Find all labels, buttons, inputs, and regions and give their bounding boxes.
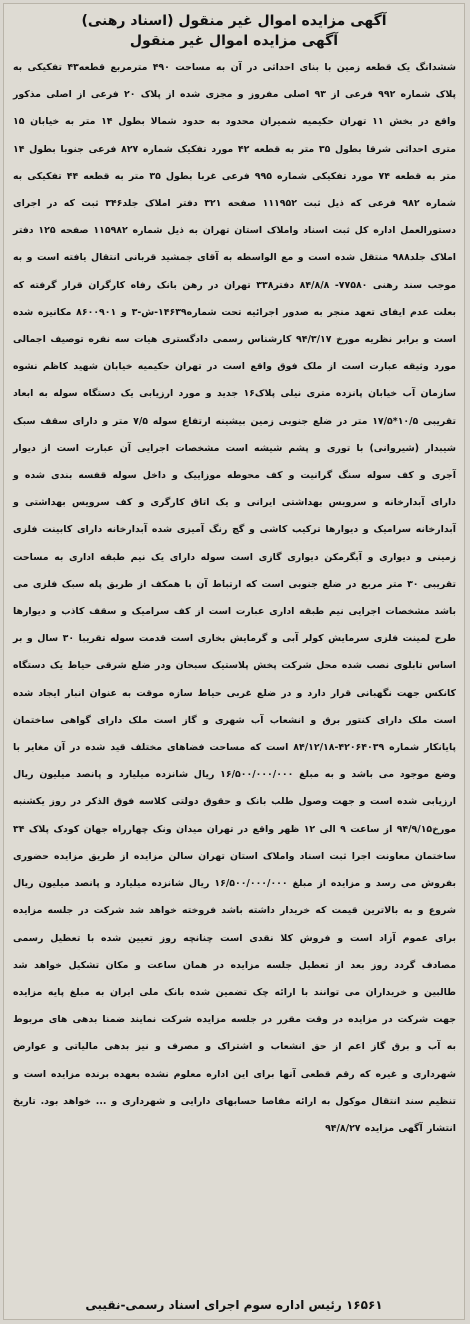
notice-subtitle: آگهی مزایده اموال غیر منقول — [129, 33, 339, 49]
notice-body: ششدانگ یک قطعه زمین با بنای احداثی در آن به مساحت ۴۹۰ مترمربع قطعه۴۳ تفکیکی به پلاک شماره ۹۹۲ فرعی از ۹۳ اصلی مفروز و مجزی شده از پلاک ۲۰ فرعی از اصلی مذکور واقع در بخش ۱۱ تهران حکیمیه شمیران محدود به حدود شمالا بطول ۱۴ متر به خیابان ۱۵ متری احداثی شرقا بطول ۳۵ متر به قطعه ۴۲ مورد تفکیک شماره ۸۲۷ فرعی جنوبا بطول ۱۴ متر به قطعه ۷۴ مورد تفکیکی شماره ۹۹۵ فرعی غربا بطول ۳۵ متر به قطعه ۴۴ تفکیکی به شماره ۹۸۲ فرعی که ذیل ثبت ۱۱۱۹۵۲ صفحه ۳۲۱ دفتر املاک جلد۳۴۶ ثبت که در اجرای دستورالعمل اداره کل ثبت اسناد واملاک استان تهران به ذیل شماره ۱۱۵۹۸۲ صفحه ۱۲۵ دفتر املاک جلد۹۸۸ منتقل شده است و مع الواسطه به آقای جمشید قربانی انتقال یافته است و به موجب سند رهنی ۷۷۵۸۰- ۸۴/۸/۸ دفتر۳۳۸ تهران در رهن بانک رفاه کارگران قرار گرفته که بعلت عدم ایفای تعهد منجر به صدور اجرائیه تحت شماره۱۴۶۳۹-ش-۳ و ۸۶۰۰۹۰۱ مکانیزه شده است و برابر نظریه مورخ ۹۴/۳/۱۷ کارشناس رسمی دادگستری هیات سه نفره توصیف اجمالی مورد وثیقه عبارت است از ملک فوق واقع است در تهران حکیمیه خیابان شهید کاظم نشوه سازمان آب خیابان پانزده متری نیلی پلاک۱۶ جدید و مورد ارزیابی یک دستگاه سوله به ابعاد تقریبی ۱۰/۵*۱۷/۵ متر در ضلع جنوبی زمین بیشینه ارتفاع سوله ۷/۵ متر و دارای سقف سبک شیبدار (شیروانی) با توری و پشم شیشه است مشخصات اجرایی آن عبارت است از دیوار آجری و کف سوله سنگ گرانیت و کف محوطه موزاییک و داخل سوله قفسه بندی شده و دارای آبدارخانه و سرویس بهداشتی ایرانی و یک اتاق کارگری و کف سرویس بهداشتی و آبدارخانه سرامیک و دیوارها ترکیب کاشی و گچ رنگ آمیزی شده آبدارخانه دارای کابینت فلزی زمینی و دیواری و آبگرمکن دیواری گازی است سوله دارای یک نیم طبقه اداری به مساحت تقریبی ۳۰ متر مربع در ضلع جنوبی است که ارتباط آن با همکف از طریق پله سبک فلزی می باشد مشخصات اجرایی نیم طبقه اداری عبارت است از کف سرامیک و سقف کاذب و دیوارها طرح لمینت فلزی سرمایش کولر آبی و گرمایش بخاری است قدمت سوله تقریبا ۳۰ سال و بر اساس تابلوی نصب شده محل شرکت پخش پلاستیک سبحان ودر ضلع شرقی حیاط یک دستگاه کانکس جهت نگهبانی قرار دارد و در ضلع غربی حیاط سازه موقت به عنوان انبار ایجاد شده است ملک دارای کنتور برق و انشعاب آب شهری و گاز است ملک دارای گواهی ساختمان پایانکار شماره ۴۲۰۶۴۰۳۹-۸۴/۱۲/۱۸ است که مساحت فضاهای مختلف قید شده در آن مغایر با وضع موجود می باشد و به مبلغ ۱۶/۵۰۰/۰۰۰/۰۰۰ ریال شانزده میلیارد و پانصد میلیون ریال ارزیابی شده است و جهت وصول طلب بانک و حقوق دولتی کلاسه فوق الذکر در روز یکشنبه مورخ۹۴/۹/۱۵ از ساعت ۹ الی ۱۲ ظهر واقع در تهران میدان ونک چهارراه جهان کودک پلاک ۳۴ ساختمان معاونت اجرا ثبت اسناد واملاک استان تهران سالن مزایده از طریق مزایده حضوری بفروش می رسد و مزایده از مبلغ ۱۶/۵۰۰/۰۰۰/۰۰۰ ریال شانزده میلیارد و پانصد میلیون ریال شروع و به بالاترین قیمت که خریدار داشته باشد فروخته خواهد شد شرکت در جلسه مزایده برای عموم آزاد است و فروش کلا نقدی است چنانچه روز تعیین شده با تعطیل رسمی مصادف گردد روز بعد از تعطیل جلسه مزایده در همان ساعت و مکان تشکیل خواهد شد طالبین و خریداران می توانند با ارائه چک تضمین شده بانک ملی ایران به مبلغ پایه مزایده جهت شرکت در مزایده در وقت مقرر در جلسه مزایده شرکت نمایند ضمنا بدهی های مربوط به آب و برق گاز اعم از حق انشعاب و اشتراک و مصرف و نیز بدهی مالیاتی و عوارض شهرداری و غیره که رقم قطعی آنها برای این اداره معلوم نشده بعهده برنده مزایده است و تنظیم سند انتقال موکول به ارائه مفاصا حسابهای دارایی و شهرداری و ... خواهد بود. تاریخ انتشار آگهی مزایده ۹۴/۸/۲۷ — [13, 62, 457, 1134]
newspaper-clipping — [3, 3, 465, 1320]
notice-title: آگهی مزایده اموال غیر منقول (اسناد رهنی) — [81, 13, 387, 29]
notice-signature: ۱۶۵۶۱ رئیس اداره سوم اجرای اسناد رسمی-نقیبی — [85, 1298, 383, 1312]
